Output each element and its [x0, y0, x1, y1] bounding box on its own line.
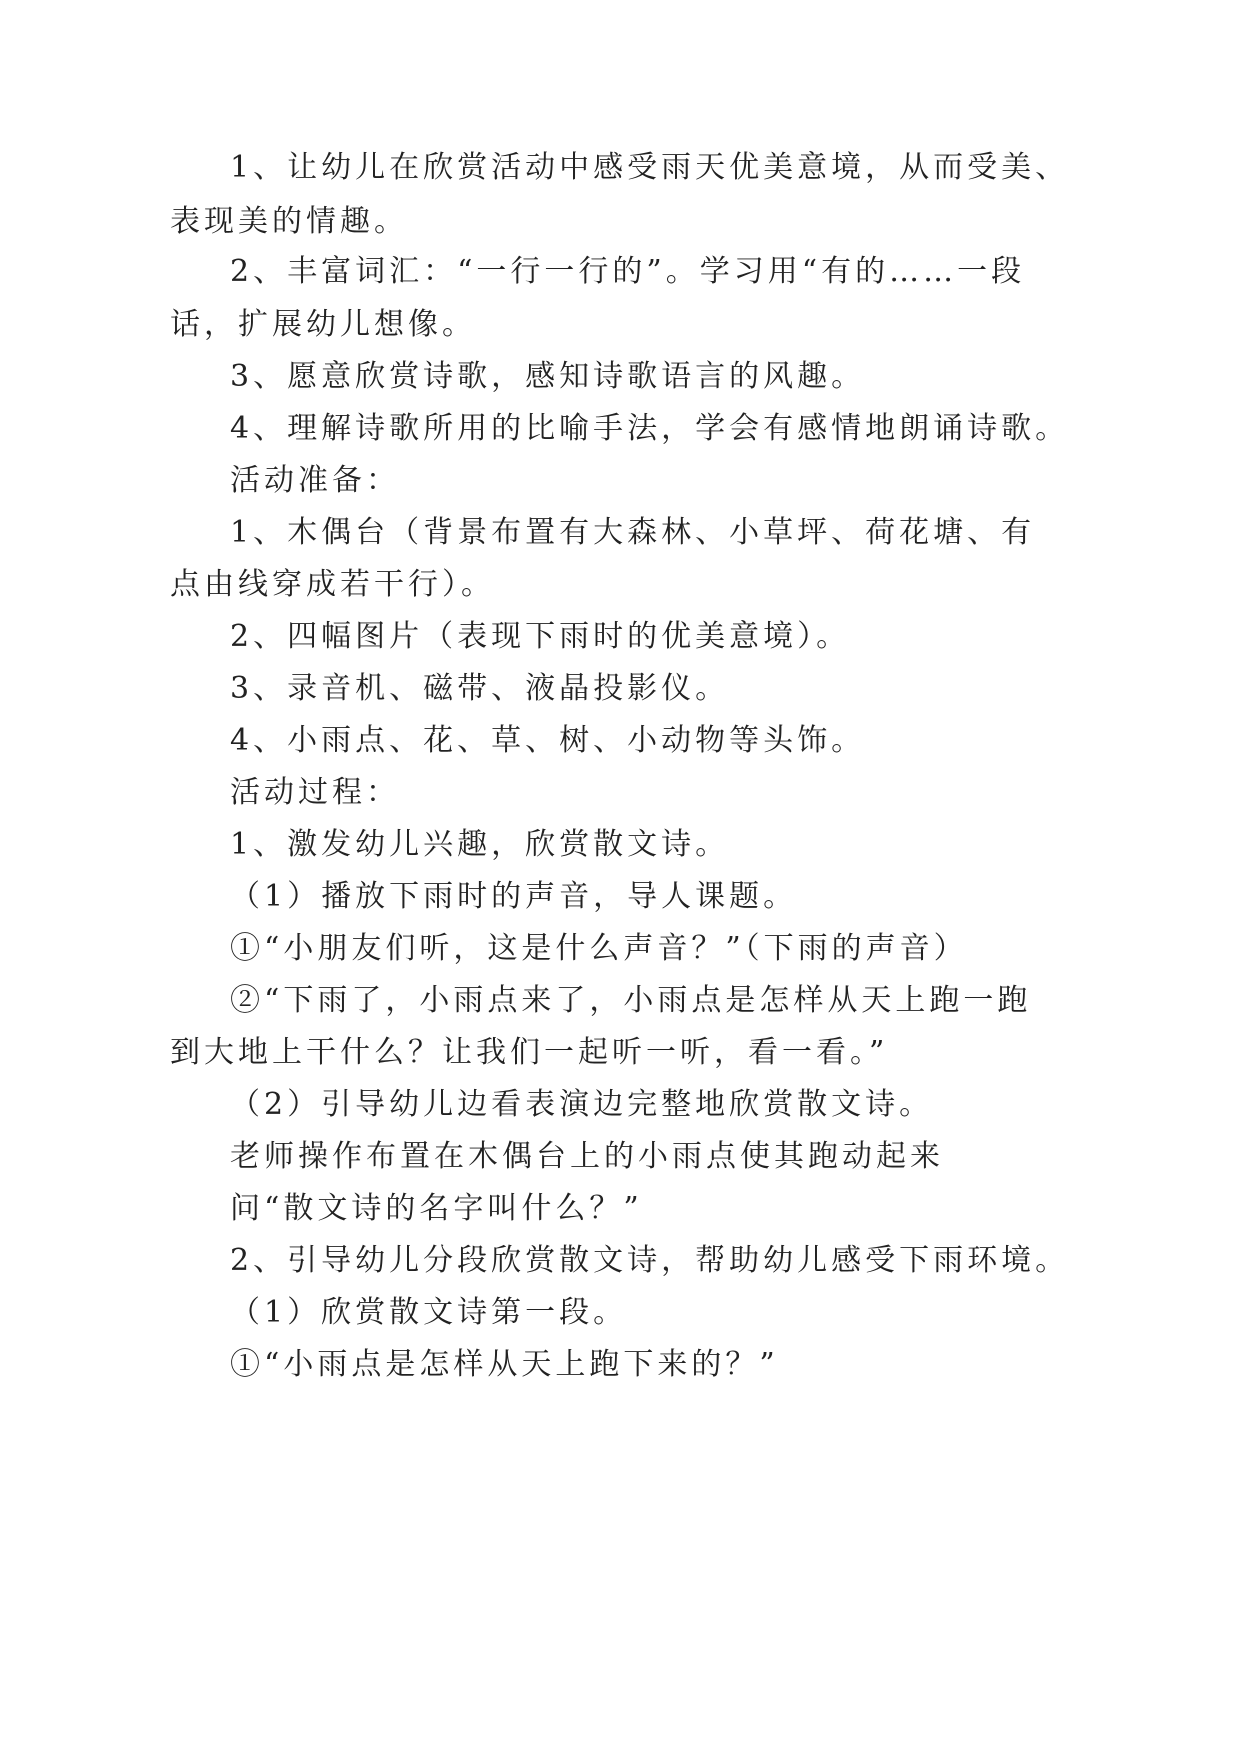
text-line-3: 2、丰富词汇：“一行一行的”。学习用“有的……一段 — [230, 254, 1026, 289]
text-line-24: ①“小雨点是怎样从天上跑下来的？” — [230, 1347, 779, 1382]
text-line-21: 问“散文诗的名字叫什么？” — [230, 1191, 643, 1226]
text-line-12: 4、小雨点、花、草、树、小动物等头饰。 — [230, 723, 866, 758]
text-line-9: 点由线穿成若干行）。 — [170, 567, 495, 602]
section-heading-process: 活动过程： — [230, 775, 400, 810]
text-line-5: 3、愿意欣赏诗歌，感知诗歌语言的风趣。 — [230, 359, 866, 394]
text-line-15: （1）播放下雨时的声音，导人课题。 — [230, 879, 798, 914]
text-line-20: 老师操作布置在木偶台上的小雨点使其跑动起来 — [230, 1139, 944, 1174]
text-line-17: ②“下雨了，小雨点来了，小雨点是怎样从天上跑一跑 — [230, 983, 1032, 1018]
text-line-11: 3、录音机、磁带、液晶投影仪。 — [230, 671, 730, 706]
text-line-1: 1、让幼儿在欣赏活动中感受雨天优美意境，从而受美、 — [230, 150, 1070, 185]
text-line-2: 表现美的情趣。 — [170, 204, 408, 239]
text-line-16: ①“小朋友们听，这是什么声音？”（下雨的声音） — [230, 931, 968, 966]
text-line-8: 1、木偶台（背景布置有大森林、小草坪、荷花塘、有 — [230, 515, 1036, 550]
text-line-14: 1、激发幼儿兴趣，欣赏散文诗。 — [230, 827, 730, 862]
section-heading-preparation: 活动准备： — [230, 463, 400, 498]
text-line-4: 话，扩展幼儿想像。 — [170, 307, 476, 342]
text-line-18: 到大地上干什么？让我们一起听一听，看一看。” — [170, 1035, 889, 1070]
text-line-22: 2、引导幼儿分段欣赏散文诗，帮助幼儿感受下雨环境。 — [230, 1243, 1070, 1278]
text-line-23: （1）欣赏散文诗第一段。 — [230, 1295, 628, 1330]
text-line-6: 4、理解诗歌所用的比喻手法，学会有感情地朗诵诗歌。 — [230, 411, 1070, 446]
text-line-19: （2）引导幼儿边看表演边完整地欣赏散文诗。 — [230, 1087, 934, 1122]
text-line-10: 2、四幅图片（表现下雨时的优美意境）。 — [230, 619, 851, 654]
